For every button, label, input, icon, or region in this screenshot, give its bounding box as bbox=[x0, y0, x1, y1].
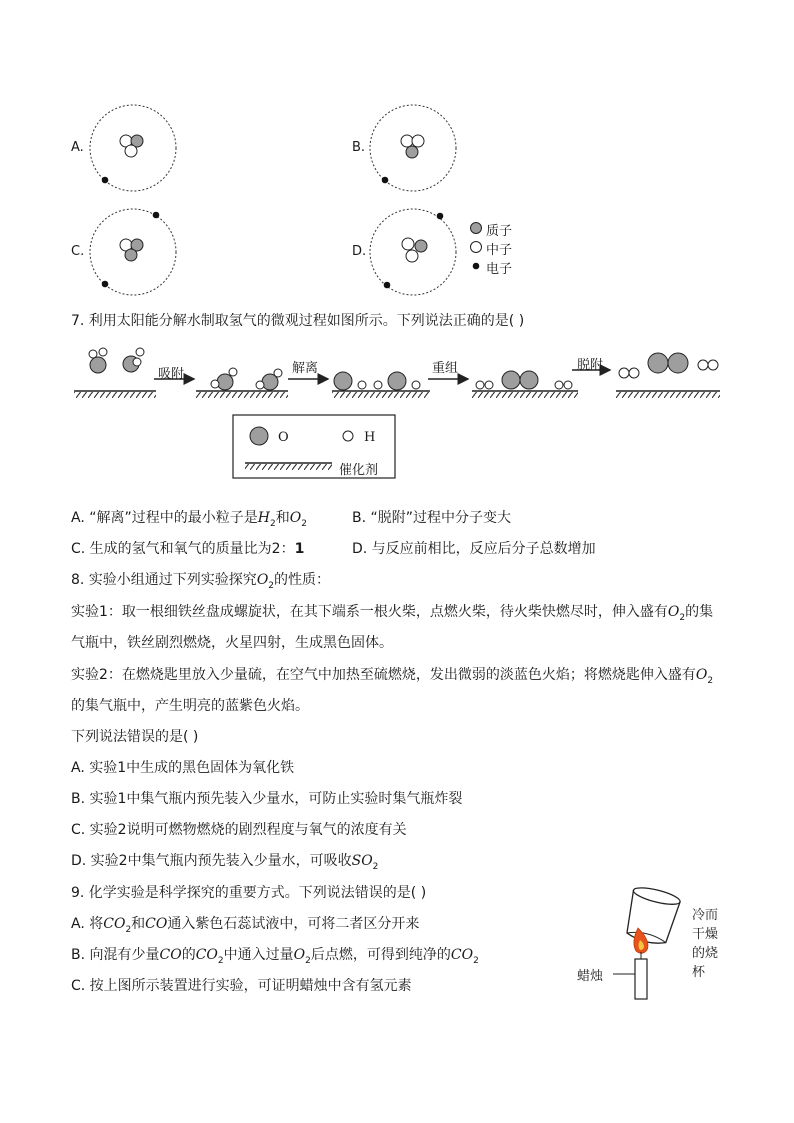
legend-proton-label: 质子 bbox=[486, 224, 513, 239]
legend-h-label: H bbox=[364, 430, 376, 445]
stage-recombined bbox=[472, 371, 578, 398]
stage-initial bbox=[74, 348, 156, 398]
stage-desorbed bbox=[616, 353, 720, 398]
q9-stem: 9. 化学实验是科学探究的重要方式。下列说法错误的是( ) bbox=[71, 885, 427, 901]
q8-option-d: D. 实验2中集气瓶内预先装入少量水，可吸收$SO_2$ bbox=[71, 853, 379, 872]
q6-option-a: A. bbox=[71, 140, 84, 155]
q7-option-d: D. 与反应前相比，反应后分子总数增加 bbox=[352, 541, 596, 557]
atom-c bbox=[90, 209, 176, 295]
step-recombine-label: 重组 bbox=[432, 361, 459, 376]
atom-legend bbox=[471, 223, 482, 270]
q8-exp2-line2: 的集气瓶中，产生明亮的蓝紫色火焰。 bbox=[71, 698, 309, 714]
q8-exp1-line1: 实验1：取一根细铁丝盘成螺旋状，在其下端系一根火柴，点燃火柴，待火柴快燃尽时，伸入盛有$O_2$的集 bbox=[71, 604, 714, 623]
q9-option-c: C. 按上图所示装置进行实验，可证明蜡烛中含有氢元素 bbox=[71, 978, 412, 994]
q8-option-b: B. 实验1中集气瓶内预先装入少量水，可防止实验时集气瓶炸裂 bbox=[71, 791, 463, 807]
stage-dissociated bbox=[332, 372, 430, 398]
legend-o-label: O bbox=[278, 430, 289, 445]
legend-catalyst-label: 催化剂 bbox=[339, 463, 379, 478]
q7-stem: 7. 利用太阳能分解水制取氢气的微观过程如图所示。下列说法正确的是( ) bbox=[71, 313, 525, 329]
step-adsorb-label: 吸附 bbox=[158, 367, 185, 382]
stage-adsorbed bbox=[196, 368, 288, 398]
candle-icon bbox=[635, 959, 647, 999]
electron-dot bbox=[102, 177, 109, 184]
q8-question: 下列说法错误的是( ) bbox=[71, 729, 199, 745]
q7-option-c: C. 生成的氢气和氧气的质量比为2：1 bbox=[71, 541, 305, 557]
atom-b bbox=[370, 105, 456, 191]
q9-option-b: B. 向混有少量CO的$CO_2$中通入过量$O_2$后点燃，可得到纯净的$CO_2$ bbox=[71, 947, 479, 966]
q6-option-d: D. bbox=[352, 244, 367, 259]
beaker-icon bbox=[622, 884, 681, 947]
q6-option-c: C. bbox=[71, 244, 85, 259]
atom-a bbox=[90, 105, 176, 191]
q7-option-a: A. “解离”过程中的最小粒子是$H_2$和$O_2$ bbox=[71, 510, 307, 529]
atom-diagrams bbox=[60, 95, 540, 305]
q6-option-b: B. bbox=[352, 140, 366, 155]
candle-beaker-figure bbox=[605, 880, 695, 1005]
atom-d bbox=[370, 209, 456, 295]
q8-exp2-line1: 实验2：在燃烧匙里放入少量硫，在空气中加热至硫燃烧，发出微弱的淡蓝色火焰；将燃烧匙伸入盛有$O_2$ bbox=[71, 667, 714, 686]
beaker-label: 冷而 干燥 的烧 杯 bbox=[692, 908, 719, 980]
q8-exp1-line2: 气瓶中，铁丝剧烈燃烧，火星四射，生成黑色固体。 bbox=[71, 635, 393, 651]
legend-electron-label: 电子 bbox=[486, 262, 513, 277]
q8-option-a: A. 实验1中生成的黑色固体为氧化铁 bbox=[71, 760, 295, 776]
q8-stem: 8. 实验小组通过下列实验探究$O_2$的性质： bbox=[71, 572, 331, 591]
step-dissociate-label: 解离 bbox=[292, 361, 319, 376]
step-desorb-label: 脱附 bbox=[577, 358, 604, 373]
q8-option-c: C. 实验2说明可燃物燃烧的剧烈程度与氧气的浓度有关 bbox=[71, 822, 407, 838]
legend-neutron-label: 中子 bbox=[486, 243, 513, 258]
candle-label: 蜡烛 bbox=[577, 969, 604, 984]
q9-option-a: A. 将$CO_2$和CO通入紫色石蕊试液中，可将二者区分开来 bbox=[71, 916, 420, 935]
q7-option-b: B. “脱附”过程中分子变大 bbox=[352, 510, 512, 526]
